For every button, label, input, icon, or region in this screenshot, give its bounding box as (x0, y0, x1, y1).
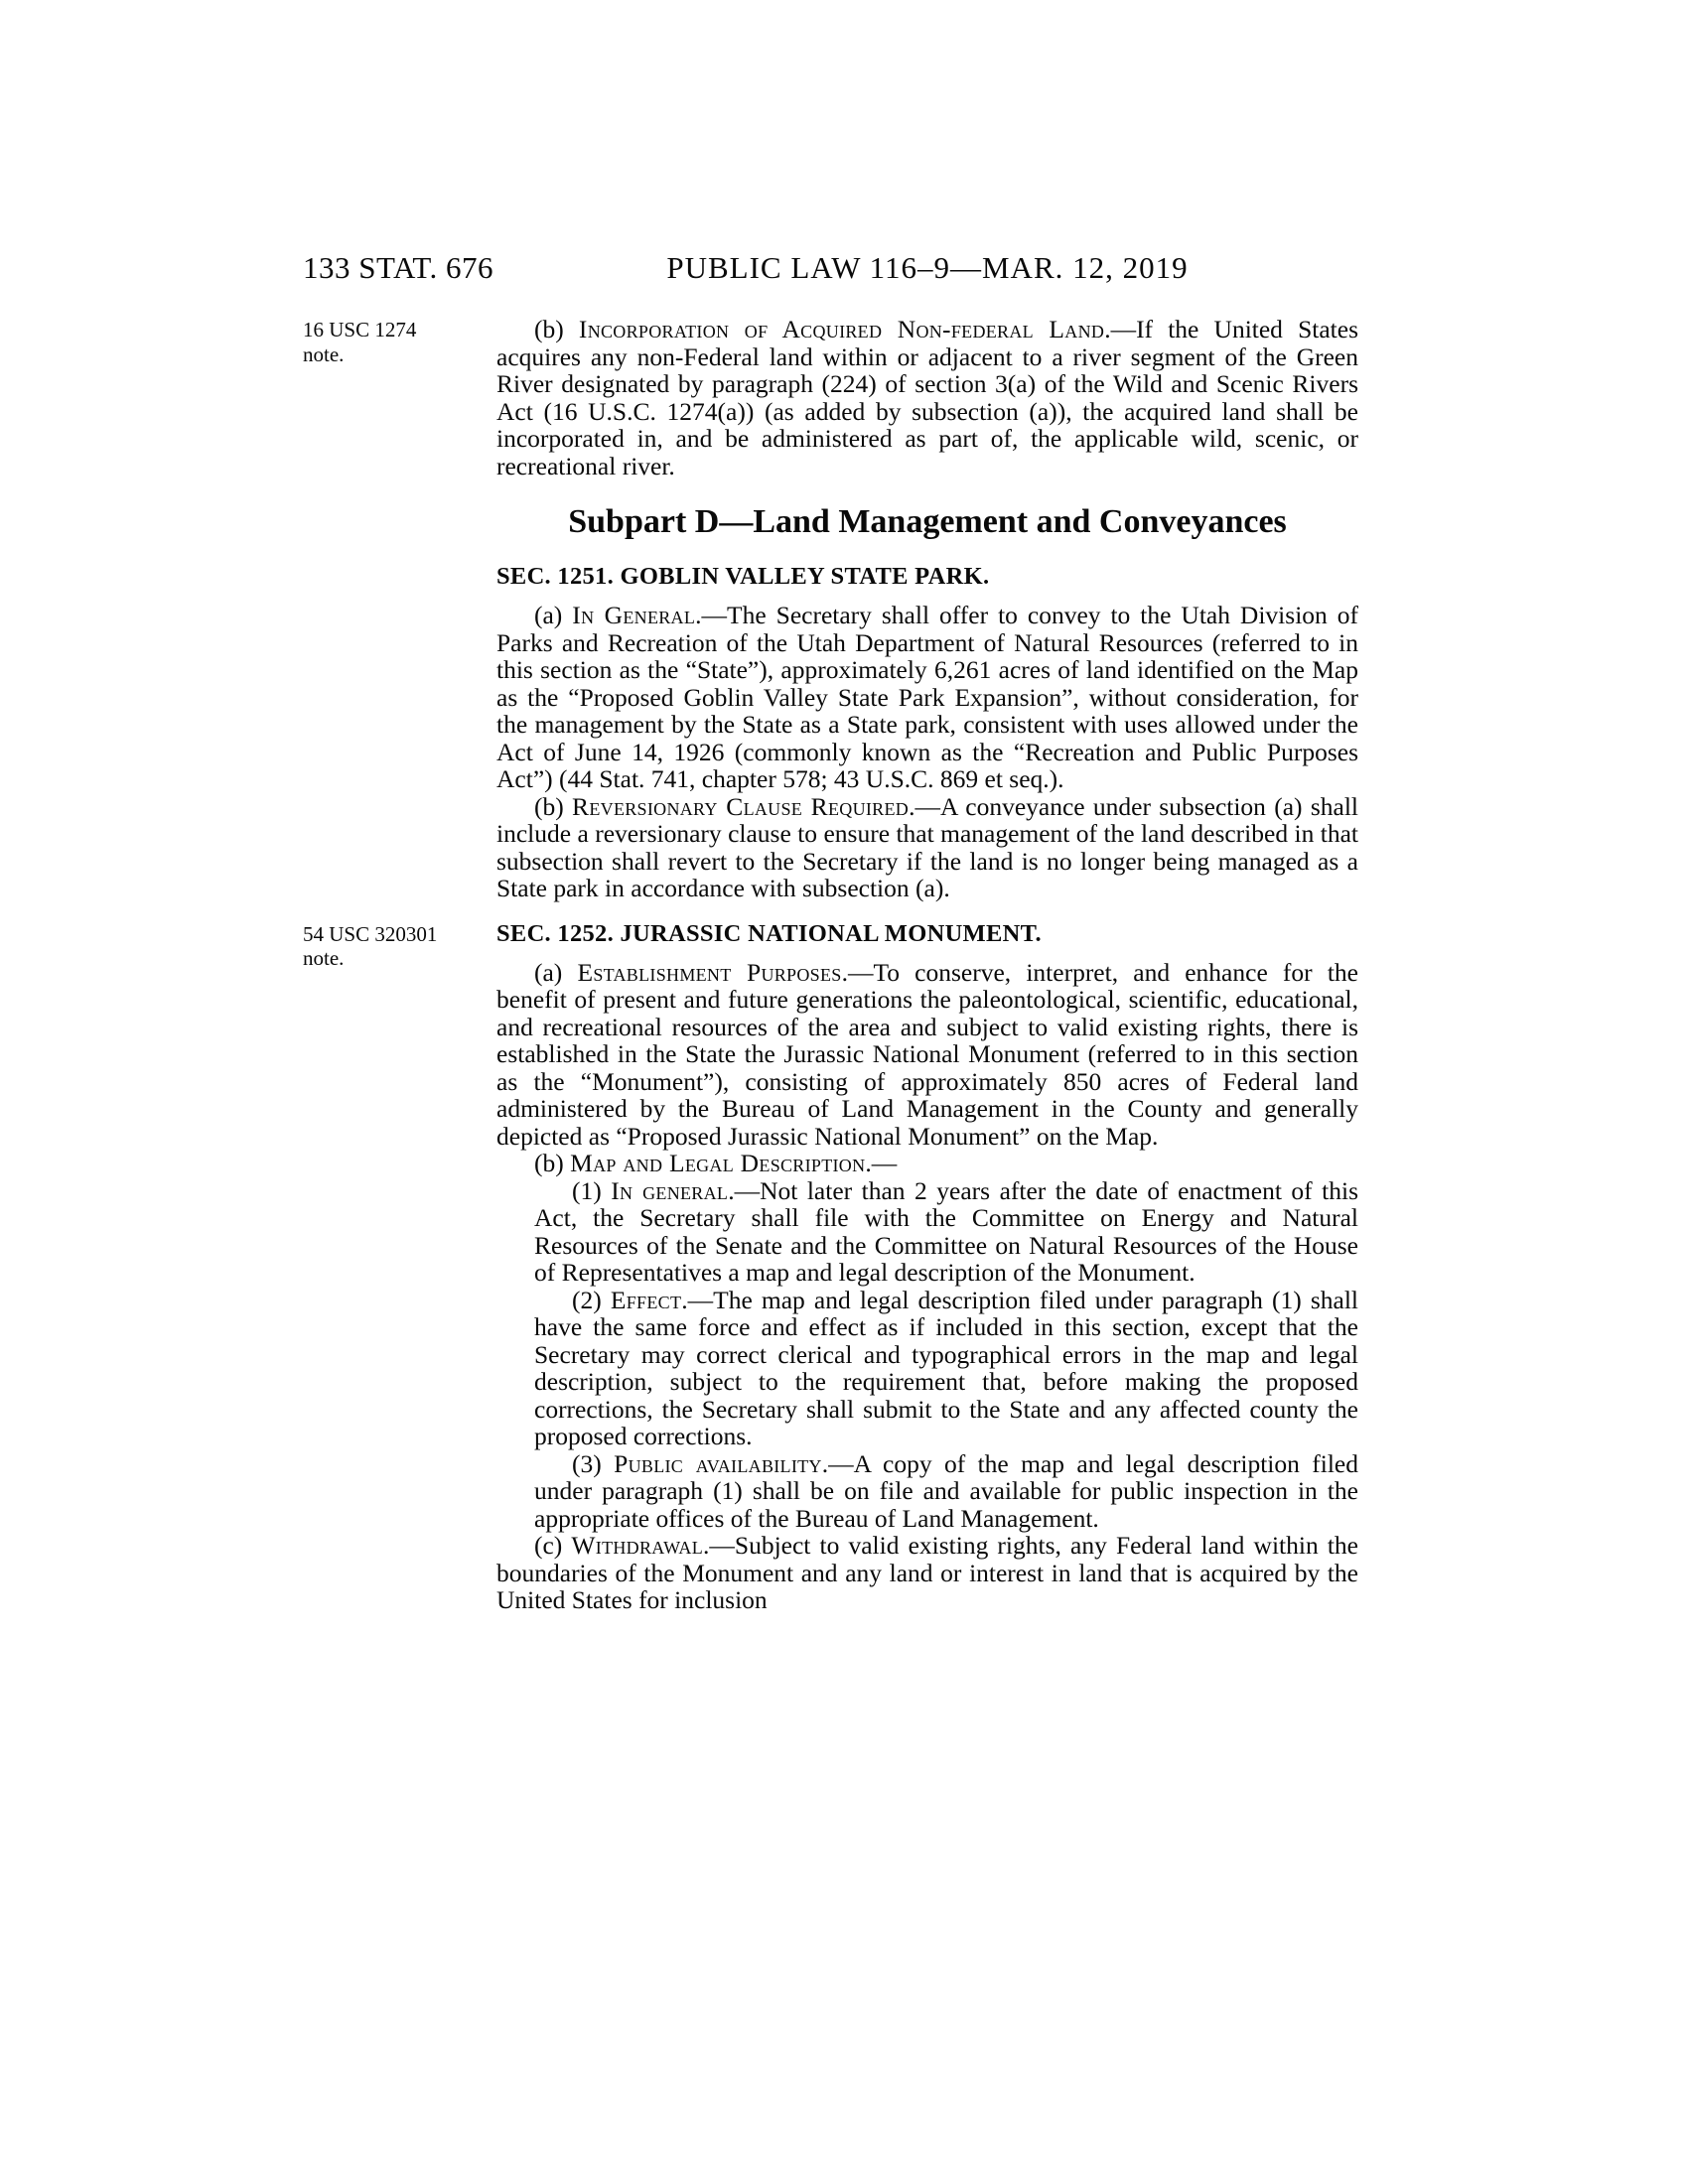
paragraph-label: (a) (534, 957, 578, 987)
paragraph-text: .— (865, 1149, 898, 1177)
sec-1252-paragraph-a (496, 959, 1358, 1151)
sec-1252-paragraph-c (496, 1532, 1358, 1614)
paragraph-label: (b) (534, 791, 573, 821)
stat-page-number: 133 STAT. 676 (303, 250, 494, 285)
paragraph-label: (1) (572, 1175, 612, 1205)
paragraph-label: (2) (572, 1285, 611, 1314)
paragraph-label: (b) (534, 315, 579, 343)
sec-1251-heading: SEC. 1251. GOBLIN VALLEY STATE PARK. (496, 563, 990, 590)
section-1252 (303, 919, 1359, 1614)
paragraph-b-incorporation-block (303, 315, 1359, 480)
subpart-d-heading: Subpart D—Land Management and Conveyances (568, 503, 1287, 540)
paragraph-text: .—Subject to valid existing rights, any Federal land within the boundaries of the Monument and any land or interest in land that is acquired by the United States for inclusion (496, 1531, 1358, 1614)
paragraph-label: (c) (534, 1531, 572, 1560)
paragraph-heading-smallcaps: Withdrawal (571, 1531, 704, 1560)
sec-1251-paragraph-a (496, 602, 1358, 793)
section-1251 (496, 563, 1358, 902)
margin-note-16-usc-1274 (303, 318, 487, 366)
paragraph-label: (a) (534, 601, 573, 629)
margin-note-citation: 16 USC 1274 (303, 318, 417, 341)
paragraph-heading-smallcaps: Incorporation of Acquired Non-federal Land (578, 315, 1105, 343)
paragraph-text: .—A conveyance under subsection (a) shall include a reversionary clause to ensure that management of the land described in that subsection shall revert to the Secretary if the land is no longer being managed as a State park in accordance with subsection (a). (496, 791, 1359, 902)
sec-1252-paragraph-b1 (534, 1177, 1358, 1287)
margin-note-word: note. (303, 946, 345, 970)
margin-note-citation: 54 USC 320301 (303, 921, 438, 946)
paragraph-heading-smallcaps: In General (572, 601, 696, 629)
paragraph-text: .—To conserve, interpret, and enhance for the benefit of present and future generations the paleontological, scientific, educational, and recreational resources of the area and subject to valid existing rights, there is established in the State the Jurassic National Monument (referred to in this section as the “Monument”), consisting of approximately 850 acres of Federal land administered by the Bureau of Land Management in the County and generally depicted as “Proposed Jurassic National Monument” on the Map. (496, 957, 1358, 1151)
sec-1251-paragraph-b (496, 793, 1358, 902)
paragraph-heading-smallcaps: Map and Legal Description (570, 1149, 866, 1177)
body-column (303, 315, 1359, 1614)
paragraph-text: .—Not later than 2 years after the date of enactment of this Act, the Secretary shall file with the Committee on Energy and Natural Resources of the Senate and the Committee on Natural Resources of the House of Representatives a map and legal description of the Monument. (534, 1175, 1359, 1287)
paragraph-text: .—If the United States acquires any non-Federal land within or adjacent to a river segment of the Green River designated by paragraph (224) of section 3(a) of the Wild and Scenic Rivers Act (16 U.S.C. 1274(a)) (as added by subsection (a)), the acquired land shall be incorporated in, and be administered as part of, the applicable wild, scenic, or recreational river. (496, 315, 1359, 480)
paragraph-text: .—A copy of the map and legal description filed under paragraph (1) shall be on file and available for public inspection in the appropriate offices of the Bureau of Land Management. (534, 1448, 1358, 1533)
paragraph-heading-smallcaps: Reversionary Clause Required (572, 791, 910, 821)
public-law-header: PUBLIC LAW 116–9—MAR. 12, 2019 (666, 250, 1189, 285)
paragraph-label: (3) (572, 1448, 615, 1478)
paragraph-heading-smallcaps: Establishment Purposes (577, 957, 842, 987)
paragraph-heading-smallcaps: Effect (610, 1285, 682, 1314)
sec-1252-paragraph-b (496, 1150, 1358, 1177)
paragraph-text: .—The map and legal description filed under paragraph (1) shall have the same force and effect as if included in this section, except that the Secretary may correct clerical and typographical errors in the map and legal description, subject to the requirement that, before making the proposed corrections, the Secretary shall submit to the State and any affected county the proposed corrections. (534, 1285, 1359, 1450)
paragraph-heading-smallcaps: Public availability (614, 1448, 822, 1478)
margin-note-54-usc-320301 (303, 922, 487, 971)
paragraph-heading-smallcaps: In general (611, 1175, 729, 1205)
paragraph-label: (b) (534, 1149, 571, 1177)
paragraph-b-incorporation (496, 316, 1358, 479)
margin-note-word: note. (303, 341, 345, 366)
sec-1252-paragraph-b2 (534, 1287, 1358, 1450)
paragraph-text: .—The Secretary shall offer to convey to the Utah Division of Parks and Recreation of the Utah Department of Natural Resources (referred to in this section as the “State”), approximately 6,261 acres of land identified on the Map as the “Proposed Goblin Valley State Park Expansion”, without consideration, for the management by the State as a State park, consistent with uses allowed under the Act of June 14, 1926 (commonly known as the “Recreation and Public Purposes Act”) (44 Stat. 741, chapter 578; 43 U.S.C. 869 et seq.). (496, 601, 1358, 793)
sec-1252-paragraph-b3 (534, 1450, 1358, 1533)
sec-1252-heading: SEC. 1252. JURASSIC NATIONAL MONUMENT. (496, 919, 1042, 947)
